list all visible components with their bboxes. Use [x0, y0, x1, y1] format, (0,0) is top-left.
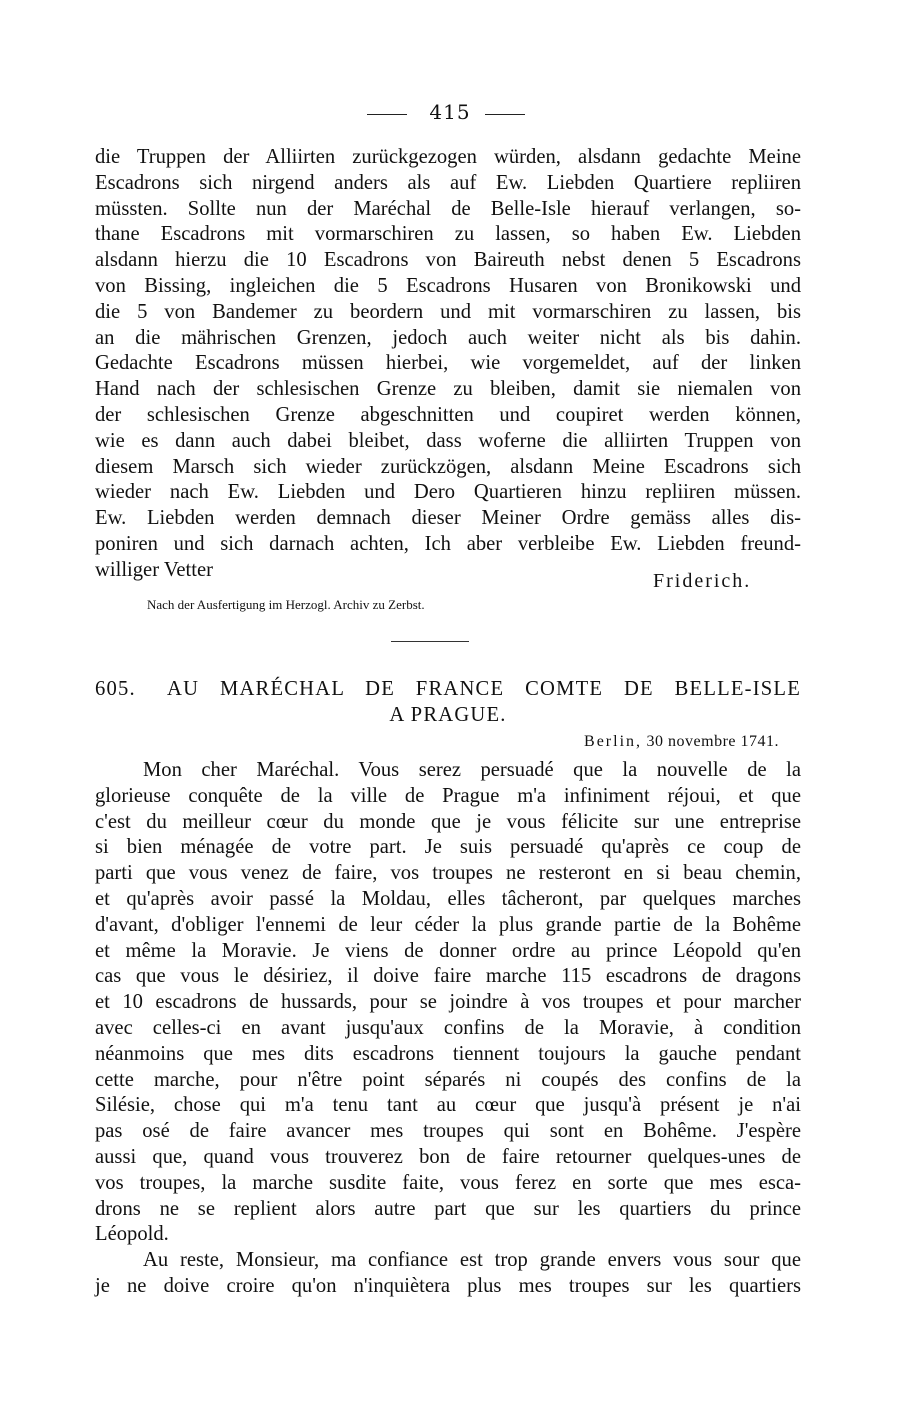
text-line: Léopold.: [95, 1223, 169, 1246]
page-number: 415: [429, 100, 471, 124]
text-line: Ew. Liebden werden demnach dieser Meiner Ordre gemäss alles dis-: [95, 507, 801, 530]
text-line: die Truppen der Alliirten zurückgezogen würden, alsdann gedachte Meine: [95, 146, 801, 168]
text-line: je ne doive croire qu'on n'inquiètera plus mes troupes sur les quartiers: [95, 1274, 801, 1297]
header-rule-right: [485, 114, 525, 115]
text-line: Escadrons sich nirgend anders als auf Ew. Liebden Quartiere repliiren: [95, 171, 801, 194]
text-line: vos troupes, la marche susdite faite, vous ferez en sorte que mes esca-: [95, 1171, 801, 1194]
section-divider: [391, 641, 469, 642]
document-title-line-1: AU MARÉCHAL DE FRANCE COMTE DE BELLE-ISLE: [167, 678, 801, 700]
text-line: aussi que, quand vous trouverez bon de faire retourner quelques-unes de: [95, 1145, 801, 1168]
dateline-date: 30 novembre 1741.: [646, 733, 779, 750]
text-line: wieder nach Ew. Liebden und Dero Quartieren hinzu repliiren müssen.: [95, 481, 801, 504]
dateline: [584, 733, 779, 751]
text-line: néanmoins que mes dits escadrons tiennent toujours la gauche pendant: [95, 1042, 801, 1065]
text-line: Gedachte Escadrons müssen hierbei, wie vorgemeldet, auf der linken: [95, 352, 801, 375]
dateline-place: Berlin,: [584, 733, 643, 750]
text-line: die 5 von Bandemer zu beordern und mit vormarschiren zu lassen, bis: [95, 300, 801, 323]
text-line: alsdann hierzu die 10 Escadrons von Baireuth nebst denen 5 Escadrons: [95, 249, 801, 272]
text-line: müssten. Sollte nun der Maréchal de Belle-Isle hierauf verlangen, so-: [95, 197, 801, 220]
text-line: cette marche, pour n'être point séparés ni coupés des confins de la: [95, 1068, 801, 1091]
text-line: pas osé de faire avancer mes troupes qui sont en Bohême. J'espère: [95, 1120, 801, 1143]
text-line: et 10 escadrons de hussards, pour se joindre à vos troupes et pour marcher: [95, 991, 801, 1014]
text-line: Au reste, Monsieur, ma confiance est trop grande envers vous sour que: [143, 1249, 801, 1272]
signature: Friderich.: [653, 570, 752, 592]
text-line: avec celles-ci en avant jusqu'aux confins de la Moravie, à condition: [95, 1016, 801, 1039]
text-line: williger Vetter: [95, 558, 214, 581]
source-note: Nach der Ausfertigung im Herzogl. Archiv zu Zerbst.: [147, 597, 425, 612]
text-line: der schlesischen Grenze abgeschnitten und coupiret werden können,: [95, 403, 801, 426]
text-line: thane Escadrons mit vormarschiren zu lassen, so haben Ew. Liebden: [95, 223, 801, 246]
text-line: cas que vous le désiriez, il doive faire marche 115 escadrons de dragons: [95, 965, 801, 988]
text-line: diesem Marsch sich wieder zurückzögen, alsdann Meine Escadrons sich: [95, 455, 801, 478]
text-line: wie es dann auch dabei bleibet, dass woferne die alliirten Truppen von: [95, 429, 801, 452]
text-line: d'avant, d'obliger l'ennemi de leur céder la plus grande partie de la Bohême: [95, 913, 801, 936]
text-line: Hand nach der schlesischen Grenze zu bleiben, damit sie niemalen von: [95, 378, 801, 401]
text-line: Mon cher Maréchal. Vous serez persuadé que la nouvelle de la: [143, 759, 801, 781]
document-title-line-2: A PRAGUE.: [389, 704, 507, 726]
text-line: an die mährischen Grenzen, jedoch auch weiter nicht als bis dahin.: [95, 326, 801, 349]
document-number: 605.: [95, 678, 136, 700]
text-line: poniren und sich darnach achten, Ich aber verbleibe Ew. Liebden freund-: [95, 532, 801, 555]
text-line: glorieuse conquête de la ville de Prague m'a infiniment réjoui, et que: [95, 784, 801, 807]
french-letter-text: [95, 758, 801, 1300]
text-line: parti que vous venez de faire, vos troupes ne resteront en si beau chemin,: [95, 862, 801, 885]
text-line: von Bissing, ingleichen die 5 Escadrons Husaren von Bronikowski und: [95, 274, 801, 297]
text-line: et même la Moravie. Je viens de donner ordre au prince Léopold qu'en: [95, 939, 801, 962]
text-line: si bien ménagée de votre part. Je suis persuadé qu'après ce coup de: [95, 836, 801, 859]
text-line: drons ne se replient alors autre part que sur les quartiers du prince: [95, 1197, 801, 1220]
text-line: et qu'après avoir passé la Moldau, elles tâcheront, par quelques marches: [95, 887, 801, 910]
header-rule-left: [367, 114, 407, 115]
text-line: Silésie, chose qui m'a tenu tant au cœur que jusqu'à présent je n'ai: [95, 1094, 801, 1117]
text-line: c'est du meilleur cœur du monde que je vous félicite sur une entreprise: [95, 810, 801, 833]
german-letter-text: [95, 145, 801, 584]
page-header: [95, 98, 801, 128]
